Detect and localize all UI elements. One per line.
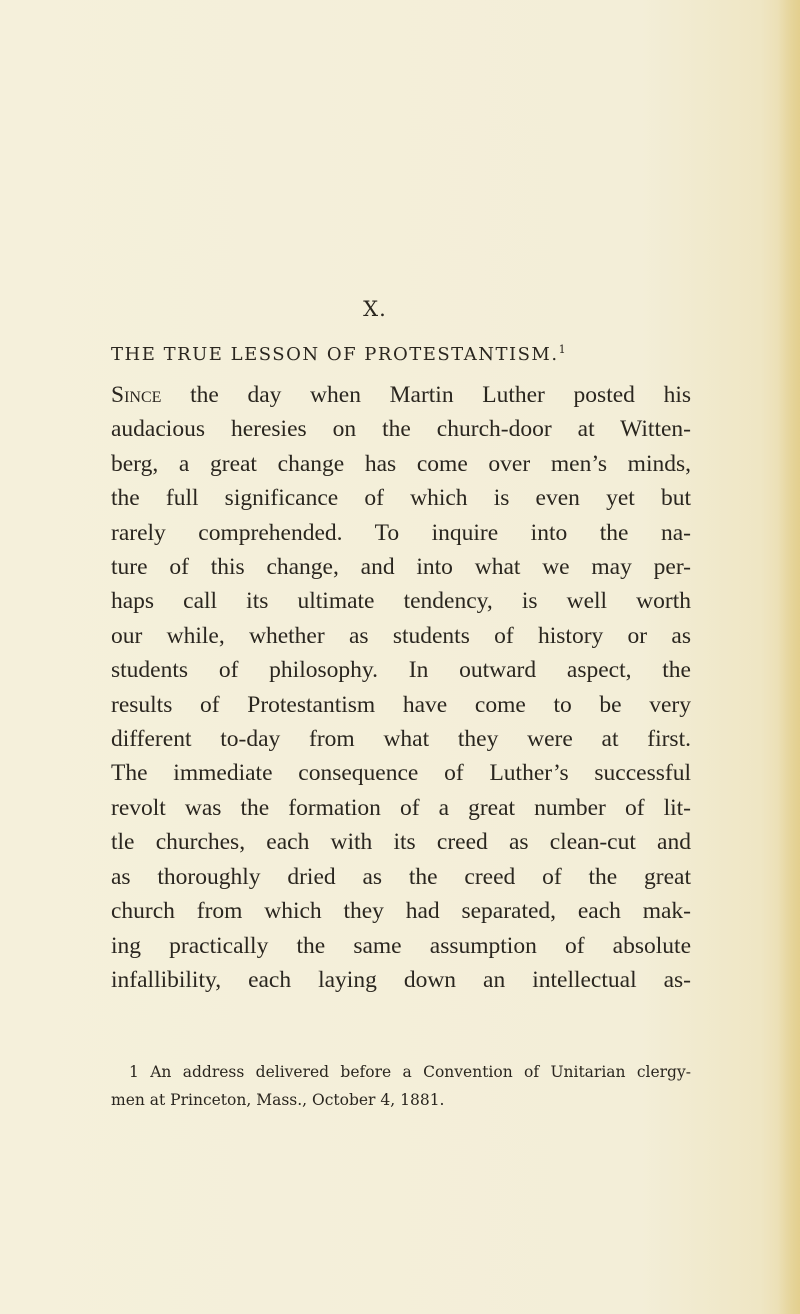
text-line: the full significance of which is even yet but: [111, 485, 691, 512]
text-line: audacious heresies on the church-door at Witten-: [111, 416, 691, 443]
drop-word: Since: [111, 382, 162, 408]
text-line: [111, 378, 691, 412]
text-line: haps call its ultimate tendency, is well worth: [111, 588, 691, 615]
text-line: as thoroughly dried as the creed of the great: [111, 863, 691, 890]
footnote: [111, 1058, 691, 1114]
text-line: different to-day from what they were at first.: [111, 726, 691, 753]
text-line: ing practically the same assumption of absolute: [111, 932, 691, 959]
chapter-number: X.: [363, 297, 387, 321]
text-line: tle churches, each with its creed as clean-cut and: [111, 829, 691, 856]
text-line: students of philosophy. In outward aspect, the: [111, 657, 691, 684]
footnote-text: An address delivered before a Convention of Unitarian clergy-: [150, 1063, 691, 1081]
chapter-title: [111, 343, 566, 365]
page-edge-shading: [778, 0, 800, 1314]
footnote-line: men at Princeton, Mass., October 4, 1881.: [111, 1091, 445, 1109]
text-line: church from which they had separated, each mak-: [111, 898, 691, 925]
body-paragraph: [111, 378, 691, 997]
text-line: The immediate consequence of Luther’s successful: [111, 760, 691, 787]
text-line: ture of this change, and into what we may per-: [111, 554, 691, 581]
text-line: revolt was the formation of a great number of lit-: [111, 794, 691, 821]
text-line: our while, whether as students of history or as: [111, 622, 691, 649]
first-line-rest: the day when Martin Luther posted his: [161, 382, 691, 408]
text-line: infallibility, each laying down an intellectual as-: [111, 966, 691, 993]
text-line: berg, a great change has come over men’s minds,: [111, 450, 691, 477]
text-line: results of Protestantism have come to be very: [111, 691, 691, 718]
chapter-title-text: THE TRUE LESSON OF PROTESTANTISM.: [111, 344, 559, 365]
footnote-reference: 1: [558, 343, 566, 356]
footnote-marker: 1: [129, 1063, 139, 1081]
text-line: rarely comprehended. To inquire into the na-: [111, 519, 691, 546]
footnote-line: [111, 1058, 691, 1086]
